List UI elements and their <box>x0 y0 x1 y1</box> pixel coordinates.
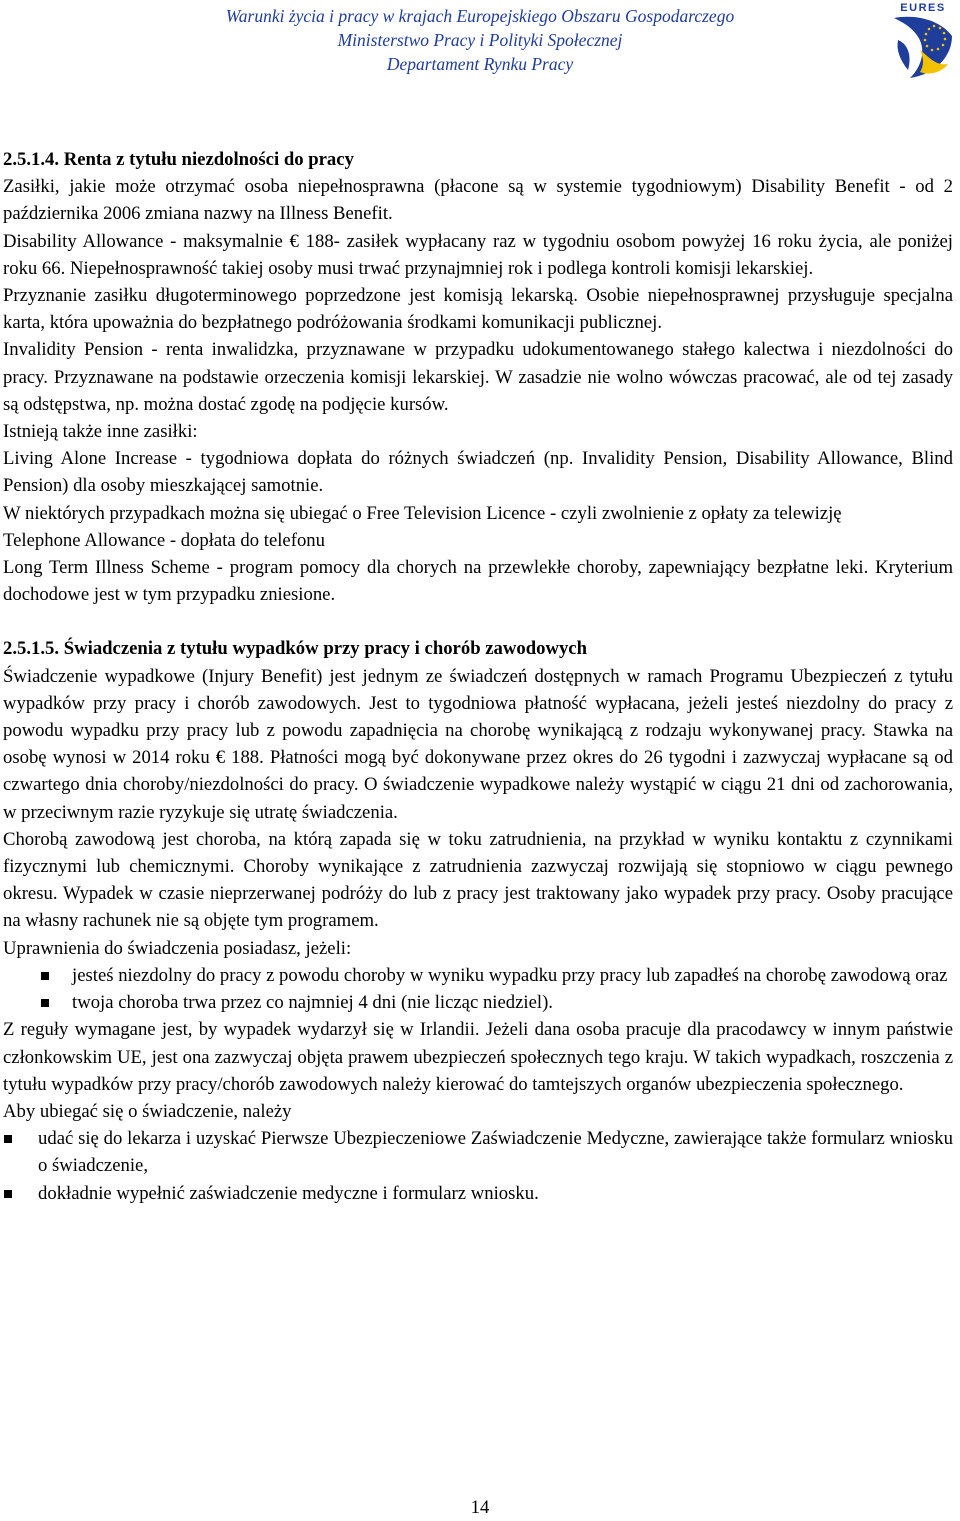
paragraph: Telephone Allowance - dopłata do telefonu <box>3 529 325 551</box>
header-line-3: Departament Rynku Pracy <box>386 54 574 74</box>
paragraph: Disability Allowance - maksymalnie € 188- zasiłek wypłacany raz w tygodniu osobom powyżej 16 roku życia, ale poniżej roku 66. Niepełnosprawność takiej osoby musi trwać przynajmniej rok i podlega kontroli komisji lekarskiej. <box>3 230 953 279</box>
section-heading-2-5-1-5: 2.5.1.5. Świadczenia z tytułu wypadków przy pracy i chorób zawodowych <box>3 638 587 660</box>
header-text <box>190 4 770 76</box>
section-heading-2-5-1-4: 2.5.1.4. Renta z tytułu niezdolności do pracy <box>3 149 354 170</box>
application-steps-list <box>3 1125 953 1207</box>
list-item: dokładnie wypełnić zaświadczenie medyczne i formularz wniosku. <box>3 1180 953 1207</box>
eligibility-list <box>3 962 953 1016</box>
paragraph: Long Term Illness Scheme - program pomocy dla chorych na przewlekłe choroby, zapewniający bezpłatne leki. Kryterium dochodowe jest w tym przypadku zniesione. <box>3 557 953 606</box>
paragraph: Living Alone Increase - tygodniowa dopłata do różnych świadczeń (np. Invalidity Pension, Disability Allowance, Blind Pension) dla osoby mieszkającej samotnie. <box>3 448 953 497</box>
document-body <box>3 146 953 1207</box>
svg-text:EURES: EURES <box>900 2 946 14</box>
paragraph: W niektórych przypadkach można się ubiegać o Free Television Licence - czyli zwolnienie z opłaty za telewizję <box>3 502 842 524</box>
paragraph: Chorobą zawodową jest choroba, na którą zapada się w toku zatrudnienia, na przykład w wyniku kontaktu z czynnikami fizycznymi lub chemicznymi. Choroby wynikające z zatrudnienia zazwyczaj rozwijają się stopniowo w ciągu pewnego okresu. Wypadek w czasie nieprzerwanej podróży do lub z pracy jest traktowany jako wypadek przy pracy. Osoby pracujące na własny rachunek nie są objęte tym programem. <box>3 828 953 932</box>
page-number: 14 <box>470 1497 490 1518</box>
paragraph: Przyznanie zasiłku długoterminowego poprzedzone jest komisją lekarską. Osobie niepełnosprawnej przysługuje specjalna karta, która upoważnia do bezpłatnego podróżowania środkami komunikacji publicznej. <box>3 285 953 334</box>
paragraph: Aby ubiegać się o świadczenie, należy <box>3 1100 292 1122</box>
paragraph: Invalidity Pension - renta inwalidzka, przyznawane w przypadku udokumentowanego stałego kalectwa i niezdolności do pracy. Przyznawane na podstawie orzeczenia komisji lekarskiej. W zasadzie nie wolno wówczas pracować, ale od tej zasady są odstępstwa, np. można dostać zgodę na podjęcie kursów. <box>3 339 953 415</box>
header-line-1: Warunki życia i pracy w krajach Europejskiego Obszaru Gospodarczego <box>225 6 735 26</box>
eures-logo <box>890 0 956 80</box>
list-item: twoja choroba trwa przez co najmniej 4 dni (nie licząc niedziel). <box>3 989 953 1016</box>
paragraph: Istnieją także inne zasiłki: <box>3 421 198 443</box>
list-item: udać się do lekarza i uzyskać Pierwsze Ubezpieczeniowe Zaświadczenie Medyczne, zawierające także formularz wniosku o świadczenie, <box>3 1125 953 1179</box>
header-line-2: Ministerstwo Pracy i Polityki Społecznej <box>337 30 623 50</box>
list-item: jesteś niezdolny do pracy z powodu choroby w wyniku wypadku przy pracy lub zapadłeś na chorobę zawodową oraz <box>3 962 953 989</box>
section-spacer <box>3 608 953 635</box>
page-header <box>0 0 960 90</box>
paragraph: Z reguły wymagane jest, by wypadek wydarzył się w Irlandii. Jeżeli dana osoba pracuje dla pracodawcy w innym państwie członkowskim UE, jest ona zazwyczaj objęta prawem ubezpieczeń społecznych tego kraju. W takich wypadkach, roszczenia z tytułu wypadków przy pracy/chorób zawodowych należy kierować do tamtejszych organów ubezpieczenia społecznego. <box>3 1019 953 1095</box>
paragraph: Uprawnienia do świadczenia posiadasz, jeżeli: <box>3 937 352 959</box>
paragraph: Świadczenie wypadkowe (Injury Benefit) jest jednym ze świadczeń dostępnych w ramach Programu Ubezpieczeń z tytułu wypadków przy pracy i chorób zawodowych. Jest to tygodniowa płatność wypłacana, jeżeli jesteś niezdolny do pracy z powodu wypadku przy pracy lub z powodu zapadnięcia na chorobę wynikającą z rodzaju wykonywanej pracy. Stawka na osobę wynosi w 2014 roku € 188. Płatności mogą być dokonywane przez okres do 26 tygodni i zazwyczaj wypłacane są od czwartego dnia choroby/niezdolności do pracy. O świadczenie wypadkowe należy wystąpić w ciągu 21 dni od zachorowania, w przeciwnym razie ryzykuje się utratę świadczenia. <box>3 665 953 823</box>
paragraph: Zasiłki, jakie może otrzymać osoba niepełnosprawna (płacone są w systemie tygodniowym) Disability Benefit - od 2 października 2006 zmiana nazwy na Illness Benefit. <box>3 176 953 225</box>
